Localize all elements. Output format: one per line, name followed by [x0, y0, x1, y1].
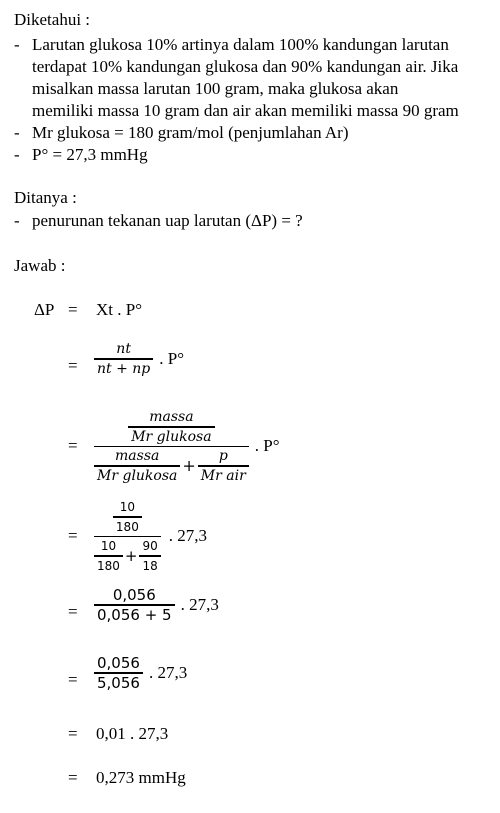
step-4-denominator	[94, 537, 161, 575]
step-4-den-right	[139, 537, 160, 575]
step-6-numerator: 0,056	[97, 654, 140, 672]
step-5-numerator: 0,056	[112, 586, 156, 604]
step-7-expr: 0,01 . 27,3	[96, 724, 169, 743]
step-2-fraction	[94, 340, 153, 378]
step-5-denominator: 0,056 + 5	[97, 605, 172, 624]
step-1	[34, 300, 54, 320]
known-item-2-text: Mr glukosa = 180 gram/mol (penjumlahan Ar)	[32, 123, 349, 142]
eq-sign-5: =	[68, 602, 78, 621]
step-3-den-right	[198, 447, 249, 485]
step-3-den-left	[94, 447, 180, 485]
step-3-fraction	[94, 408, 249, 485]
step-4-tail: . 27,3	[168, 526, 208, 546]
known-item-1-line-3: misalkan massa larutan 100 gram, maka glukosa akan	[32, 79, 399, 98]
step-5-expr	[94, 586, 219, 624]
step-4-den-left	[94, 537, 123, 575]
eq-sign-8: =	[68, 768, 78, 787]
step-6-tail: . 27,3	[148, 662, 188, 682]
step-2-expr	[94, 340, 184, 378]
known-item-1-line-2: terdapat 10% kandungan glukosa dan 90% kandungan air. Jika	[32, 57, 459, 76]
step-3-den1-top: massa	[115, 448, 160, 464]
plus-sign: +	[182, 456, 196, 476]
step-6-expr	[94, 654, 187, 692]
step-4-num-top: 10	[119, 500, 136, 514]
step-4-num-bottom: 180	[115, 519, 139, 534]
step-3-den1-bottom: Mr glukosa	[97, 467, 178, 484]
plus-sign: +	[124, 546, 138, 565]
eq-sign-2: =	[68, 356, 78, 375]
known-item-1-bullet: -	[14, 35, 20, 54]
step-3-num-top: massa	[149, 409, 194, 425]
step-6-fraction	[94, 654, 143, 692]
step-4-den2-bottom: 18	[142, 558, 158, 573]
step-4-den1-bottom: 180	[97, 558, 120, 573]
step-3-expr	[94, 408, 280, 485]
eq-sign-1: =	[68, 300, 78, 319]
step-5-fraction	[94, 586, 175, 624]
known-item-1-line-4: memiliki massa 10 gram dan air akan memiliki massa 90 gram	[32, 101, 459, 120]
known-item-2-bullet: -	[14, 123, 20, 142]
eq-sign-4: =	[68, 526, 78, 545]
asked-bullet: -	[14, 211, 20, 230]
step-4-den2-top: 90	[142, 539, 158, 553]
step-3-num-bottom: Mr glukosa	[131, 428, 212, 445]
eq-sign-6: =	[68, 670, 78, 689]
known-item-1-line-1: Larutan glukosa 10% artinya dalam 100% kandungan larutan	[32, 35, 449, 54]
eq-sign-3: =	[68, 436, 78, 455]
step-2-denominator: nt + np	[97, 360, 151, 377]
asked-heading: Ditanya :	[14, 188, 77, 207]
step-4-den1-top: 10	[100, 539, 117, 553]
step-2-numerator: nt	[116, 341, 131, 357]
step-3-denominator	[94, 447, 249, 485]
step-4-expr	[94, 498, 207, 575]
answer-heading: Jawab :	[14, 256, 66, 275]
step-3-den2-top: p	[218, 448, 228, 464]
known-item-3-bullet: -	[14, 145, 20, 164]
step-3-tail: . P°	[254, 436, 280, 456]
step-2-tail: . P°	[159, 348, 185, 368]
eq-sign-7: =	[68, 724, 78, 743]
final-answer: 0,273 mmHg	[96, 768, 186, 787]
step-5-tail: . 27,3	[180, 594, 219, 614]
step-4-fraction	[94, 498, 161, 575]
known-item-3-text: P° = 27,3 mmHg	[32, 145, 148, 164]
step-4-numerator	[113, 498, 142, 536]
step-1-expr: Xt . P°	[96, 300, 143, 319]
lhs-delta-p: ΔP	[34, 300, 55, 319]
step-3-den2-bottom: Mr air	[200, 467, 246, 484]
step-6-denominator: 5,056	[97, 673, 140, 692]
step-3-numerator	[128, 408, 214, 446]
asked-text: penurunan tekanan uap larutan (ΔP) = ?	[32, 211, 303, 230]
known-heading: Diketahui :	[14, 10, 91, 29]
